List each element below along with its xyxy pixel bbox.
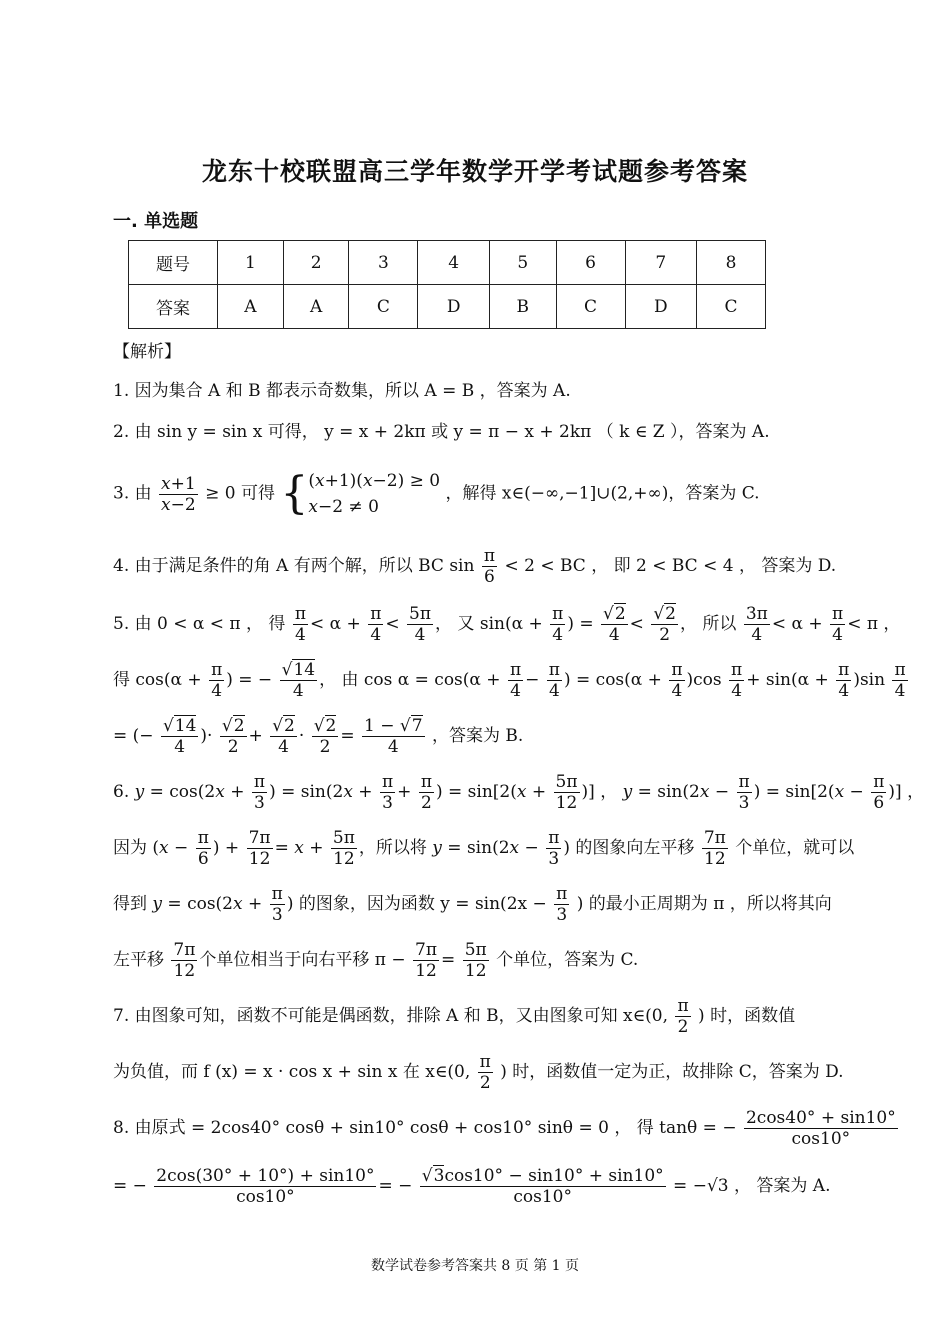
solution-7-line-2-text: 为负值，而 f (x) = x · cos x + sin x 在 x∈(0, <box>113 1062 471 1082</box>
table-cell: 8 <box>697 241 766 285</box>
table-cell: 5 <box>489 241 556 285</box>
solution-8-end: = −√3 ， 答案为 A. <box>673 1176 831 1196</box>
row-label: 答案 <box>129 285 218 329</box>
answer-table <box>128 240 766 329</box>
page-footer: 数学试卷参考答案共 8 页 第 1 页 <box>370 1258 580 1274</box>
table-cell: 4 <box>418 241 490 285</box>
table-cell: 7 <box>625 241 697 285</box>
table-cell: C <box>697 285 766 329</box>
table-cell: 6 <box>556 241 625 285</box>
solution-6-line-4: 左平移 $\frac{7\pi}{12}$ 个单位相当于向右平移 π − $\frac{7\pi}{12}$ = $\frac{5\pi}{12}$ 个单位，答案为 C. <box>113 940 639 981</box>
table-cell: 2 <box>283 241 349 285</box>
table-cell: 3 <box>349 241 418 285</box>
solution-6-line-2: 因为 (x − $\frac{\pi}{6}$ ) + $\frac{7\pi}{12}$ = x + $\frac{5\pi}{12}$ ，所以将 y = sin(2x − $\frac{\pi}{3}$ ) 的图象向左平移 $\frac{7\pi}{12}$ 个单位，就可以 <box>113 828 855 869</box>
table-row <box>129 285 766 329</box>
solution-3: 3. 由 $\frac{x+1}{x-2}$ ≥ 0 可得 {(x+1)(x−2) ≥ 0 x−2 ≠ 0 ，解得 x∈(−∞,−1]∪(2,+∞)，答案为 C. <box>113 468 760 519</box>
table-cell: A <box>218 285 284 329</box>
solution-8-line-1: 8. 由原式 = 2cos40° cosθ + sin10° cosθ + cos10° sinθ = 0 ， 得 tanθ = − $\frac{2\cos 40^\circ + \sin 10^\circ}{\cos 10^\circ}$ <box>113 1108 896 1149</box>
table-cell: A <box>283 285 349 329</box>
table-cell: 1 <box>218 241 284 285</box>
solution-7-line-2: 为负值，而 f (x) = x · cos x + sin x 在 x∈(0, $\frac{\pi}{2}$ ) 时，函数值一定为正，故排除 C，答案为 D. <box>113 1052 844 1093</box>
solution-5-line-3: = (− $\frac{√14}{4}$ )· $\frac{√2}{2}$ + $\frac{√2}{4}$ · $\frac{√2}{2}$ = $\frac{1 - √7}{4}$ ，答案为 B. <box>113 716 524 757</box>
solution-1: 1. 因为集合 A 和 B 都表示奇数集，所以 A = B ，答案为 A. <box>113 381 571 401</box>
solution-8-line-2: = − $\frac{2\cos(30^\circ + 10^\circ) + \sin 10^\circ}{\cos 10^\circ}$ = − $\frac{√3\cos 10^\circ - \sin 10^\circ + \sin 10^\circ}{\cos 10^\circ}$ = −√3 ， 答案为 A. <box>113 1166 831 1207</box>
solution-7-text: 7. 由图象可知，函数不可能是偶函数，排除 A 和 B，又由图象可知 x∈(0, <box>113 1006 669 1026</box>
table-cell: D <box>418 285 490 329</box>
solution-4-text: 4. 由于满足条件的角 A 有两个解，所以 BC sin <box>113 556 475 576</box>
solution-5-line-1: 5. 由 0 < α < π ， 得 $\frac{\pi}{4}$ < α + $\frac{\pi}{4}$ < $\frac{5\pi}{4}$ ， 又 sin(α + $\frac{\pi}{4}$ ) = $\frac{√2}{4}$ < $\frac{√2}{2}$ ， 所以 $\frac{3\pi}{4}$ < α + $\frac{\pi}{4}$ < π ， <box>113 604 901 645</box>
page-title: 龙东十校联盟高三学年数学开学考试题参考答案 <box>201 157 748 186</box>
solution-7-text-end: ) 时，函数值 <box>698 1006 796 1026</box>
solution-2: 2. 由 sin y = sin x 可得， y = x + 2kπ 或 y = π − x + 2kπ （ k ∈ Z ），答案为 A. <box>113 422 770 442</box>
solution-4-text-end: < 2 < BC ， 即 2 < BC < 4 ， 答案为 D. <box>504 556 837 576</box>
table-row <box>129 241 766 285</box>
table-cell: D <box>625 285 697 329</box>
analysis-label: 【解析】 <box>113 342 181 362</box>
table-cell: C <box>349 285 418 329</box>
solution-3-tail: ，解得 x∈(−∞,−1]∪(2,+∞)，答案为 C. <box>445 483 760 504</box>
table-cell: B <box>489 285 556 329</box>
solution-6-line-3-end: ) 的最小正周期为 π ，所以将其向 <box>576 894 832 914</box>
solution-8-text: 8. 由原式 = 2cos40° cosθ + sin10° cosθ + cos10° sinθ = 0 ， 得 tanθ = − <box>113 1118 737 1138</box>
solution-6-line-1: 6. y = cos(2x + $\frac{\pi}{3}$ ) = sin(2x + $\frac{\pi}{3}$ + $\frac{\pi}{2}$ ) = sin[2(x + $\frac{5\pi}{12}$ )] ， y = sin(2x − $\frac{\pi}{3}$ ) = sin[2(x − $\frac{\pi}{6}$ )] ， <box>113 772 925 813</box>
solution-5-end: ，答案为 B. <box>431 726 524 746</box>
solution-7-line-1: 7. 由图象可知，函数不可能是偶函数，排除 A 和 B，又由图象可知 x∈(0, $\frac{\pi}{2}$ ) 时，函数值 <box>113 996 796 1037</box>
row-label: 题号 <box>129 241 218 285</box>
solution-6-line-2-end: 个单位，就可以 <box>735 838 855 858</box>
solution-6-line-3: 得到 y = cos(2x + $\frac{\pi}{3}$ ) 的图象，因为函数 y = sin(2x − $\frac{\pi}{3}$ ) 的最小正周期为 π ，所以将其向 <box>113 884 832 925</box>
solution-6-line-4-end: 个单位，答案为 C. <box>496 950 639 970</box>
solution-5-line-2: 得 cos(α + $\frac{\pi}{4}$ ) = − $\frac{√14}{4}$ ， 由 cos α = cos(α + $\frac{\pi}{4}$ − $\frac{\pi}{4}$ ) = cos(α + $\frac{\pi}{4}$ )cos $\frac{\pi}{4}$ + sin(α + $\frac{\pi}{4}$ )sin $\frac{\pi}{4}$ <box>113 660 906 701</box>
solution-7-line-2-end: ) 时，函数值一定为正，故排除 C，答案为 D. <box>500 1062 844 1082</box>
table-cell: C <box>556 285 625 329</box>
solution-4: 4. 由于满足条件的角 A 有两个解，所以 BC sin $\frac{\pi}{6}$ < 2 < BC ， 即 2 < BC < 4 ， 答案为 D. <box>113 546 837 587</box>
section-heading: 一. 单选题 <box>113 211 199 232</box>
solution-6-line-3-mid: 的图象，因为函数 y = sin(2x − <box>298 894 547 914</box>
